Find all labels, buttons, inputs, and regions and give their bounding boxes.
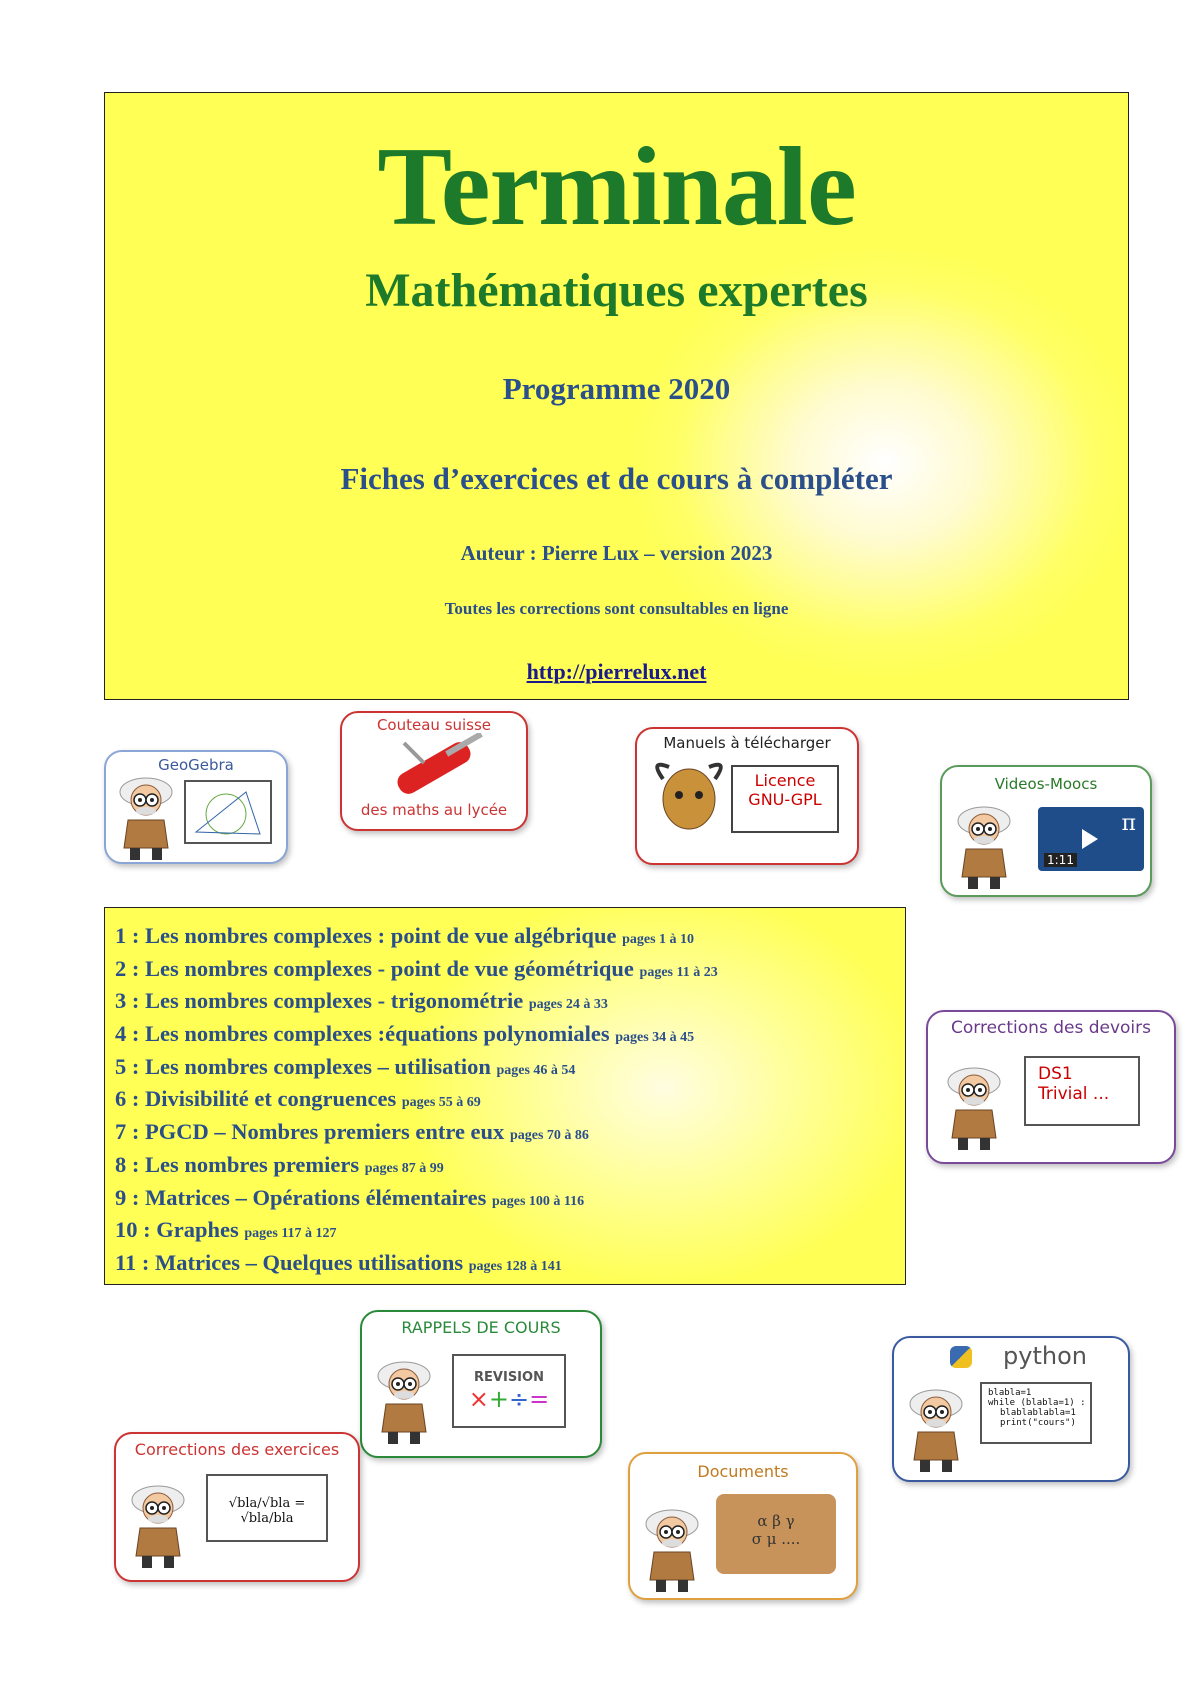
professor-icon: [944, 1060, 1004, 1150]
geogebra-board: [184, 780, 272, 844]
documents-card[interactable]: [628, 1452, 858, 1600]
title-box: [104, 92, 1129, 700]
fiches-label: Fiches d’exercices et de cours à compléter: [340, 461, 893, 496]
programme-label: Programme 2020: [502, 371, 731, 406]
knife-icon: [374, 733, 494, 803]
manuels-label: Manuels à télécharger: [663, 734, 831, 752]
videos-label: Videos-Moocs: [994, 775, 1098, 793]
couteau-suisse-card[interactable]: [340, 711, 528, 831]
page-subtitle: Mathématiques expertes: [365, 264, 868, 317]
code-line-1: blabla=1: [988, 1388, 1032, 1398]
formula-text: √bla/√bla = √bla/bla: [228, 1496, 306, 1526]
professor-icon: [116, 770, 176, 860]
licence-line-1: Licence: [754, 771, 816, 790]
code-line-2: while (blabla=1) :: [988, 1398, 1086, 1408]
formula-board: [206, 1474, 328, 1542]
professor-icon: [128, 1478, 188, 1568]
chapter-item-10[interactable]: 10 : Graphes pages 117 à 127: [115, 1217, 337, 1243]
professor-icon: [906, 1382, 966, 1472]
code-line-4: print("cours"): [1000, 1418, 1076, 1428]
author-label: Auteur : Pierre Lux – version 2023: [460, 541, 773, 565]
code-board: [980, 1382, 1092, 1444]
greek-line-1: α β γ: [757, 1512, 795, 1530]
corrections-exercices-label: Corrections des exercices: [134, 1440, 340, 1459]
geogebra-card[interactable]: [104, 750, 288, 864]
chapter-item-9[interactable]: 9 : Matrices – Opérations élémentaires pages 100 à 116: [115, 1184, 585, 1210]
professor-icon: [374, 1354, 434, 1444]
ds-line-2: Trivial ...: [1038, 1084, 1110, 1104]
professor-icon: [954, 799, 1014, 889]
geogebra-label: GeoGebra: [158, 756, 234, 774]
corrections-devoirs-label: Corrections des devoirs: [951, 1018, 1151, 1038]
code-line-3: blablablabla=1: [1000, 1408, 1076, 1418]
corrections-exercices-card[interactable]: [114, 1432, 360, 1582]
contents-box: [104, 907, 906, 1285]
chapter-item-11[interactable]: 11 : Matrices – Quelques utilisations pages 128 à 141: [115, 1249, 562, 1275]
math-operators-icon: ×+÷=: [468, 1385, 550, 1413]
ds-line-1: DS1: [1038, 1064, 1073, 1084]
chapter-item-4[interactable]: 4 : Les nombres complexes :équations polynomiales pages 34 à 45: [115, 1021, 695, 1047]
chapter-item-5[interactable]: 5 : Les nombres complexes – utilisation pages 46 à 54: [115, 1053, 576, 1079]
chapter-item-6[interactable]: 6 : Divisibilité et congruences pages 55 à 69: [115, 1086, 481, 1112]
chapter-item-7[interactable]: 7 : PGCD – Nombres premiers entre eux pages 70 à 86: [115, 1119, 589, 1145]
python-label: python: [1003, 1342, 1087, 1370]
greek-line-2: σ μ ....: [751, 1530, 801, 1548]
rappels-card[interactable]: [360, 1310, 602, 1458]
geometry-icon: [186, 782, 270, 842]
couteau-label-top: Couteau suisse: [376, 716, 492, 734]
licence-line-2: GNU-GPL: [748, 790, 822, 809]
website-link[interactable]: http://pierrelux.net: [526, 659, 707, 684]
python-card[interactable]: [892, 1336, 1130, 1482]
professor-icon: [642, 1502, 702, 1592]
devoirs-board: [1024, 1056, 1140, 1126]
videos-card[interactable]: [940, 765, 1152, 897]
video-thumbnail: [1038, 807, 1144, 871]
chapter-item-3[interactable]: 3 : Les nombres complexes - trigonométrie pages 24 à 33: [115, 988, 608, 1014]
revision-label: REVISION: [474, 1370, 544, 1385]
play-icon: [1082, 829, 1098, 849]
page-title: Terminale: [377, 125, 856, 249]
couteau-label-bottom: des maths au lycée: [360, 801, 508, 819]
gnu-icon: [649, 759, 729, 854]
corrections-devoirs-card[interactable]: [926, 1010, 1176, 1164]
scroll-parchment: [716, 1494, 836, 1574]
rappels-label: RAPPELS DE COURS: [401, 1318, 561, 1337]
manuels-card[interactable]: [635, 727, 859, 865]
chapter-item-2[interactable]: 2 : Les nombres complexes - point de vue géométrique pages 11 à 23: [115, 955, 718, 981]
licence-board: [731, 765, 839, 833]
corrections-note: Toutes les corrections sont consultables en ligne: [444, 599, 789, 618]
chapter-list: [115, 920, 718, 1280]
revision-board: [452, 1354, 566, 1428]
chapter-item-1[interactable]: 1 : Les nombres complexes : point de vue algébrique pages 1 à 10: [115, 923, 695, 948]
documents-label: Documents: [697, 1462, 789, 1481]
video-duration: 1:11: [1044, 853, 1077, 867]
chapter-item-8[interactable]: 8 : Les nombres premiers pages 87 à 99: [115, 1151, 444, 1177]
video-pi-label: π: [1121, 811, 1136, 836]
